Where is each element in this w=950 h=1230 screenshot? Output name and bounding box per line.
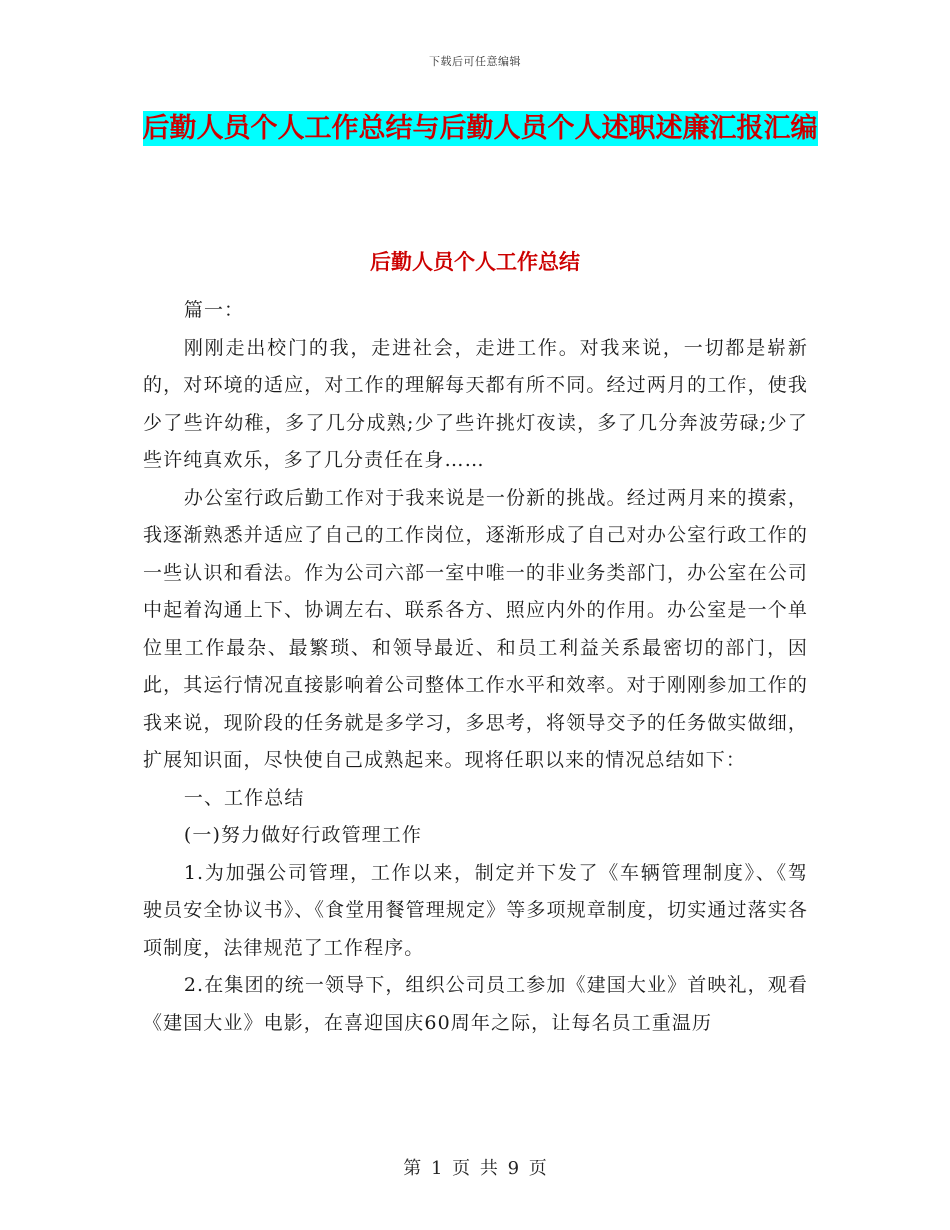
document-title-text: 后勤人员个人工作总结与后勤人员个人述职述廉汇报汇编 (142, 113, 818, 144)
document-body (143, 292, 808, 1042)
paragraph: 篇一： (183, 299, 245, 321)
paragraph: 刚刚走出校门的我，走进社会，走进工作。对我来说，一切都是崭新的，对环境的适应，对工作的理解每天都有所不同。经过两月的工作，使我少了些许幼稚，多了几分成熟;少了些许挑灯夜读，多了几分奔波劳碌;少了些许纯真欢乐，多了几分责任在身…… (143, 336, 808, 471)
header-note: 下载后可任意编辑 (429, 55, 521, 68)
paragraph: 1.为加强公司管理，工作以来，制定并下发了《车辆管理制度》、《驾驶员安全协议书》、《食堂用餐管理规定》等多项规章制度，切实通过落实各项制度，法律规范了工作程序。 (143, 861, 808, 959)
paragraph: (一)努力做好行政管理工作 (183, 824, 422, 846)
paragraph: 办公室行政后勤工作对于我来说是一份新的挑战。经过两月来的摸索，我逐渐熟悉并适应了自己的工作岗位，逐渐形成了自己对办公室行政工作的一些认识和看法。作为公司六部一室中唯一的非业务类部门，办公室在公司中起着沟通上下、协调左右、联系各方、照应内外的作用。办公室是一个单位里工作最杂、最繁琐、和领导最近、和员工利益关系最密切的部门，因此，其运行情况直接影响着公司整体工作水平和效率。对于刚刚参加工作的我来说，现阶段的任务就是多学习，多思考，将领导交予的任务做实做细，扩展知识面，尽快使自己成熟起来。现将任职以来的情况总结如下： (143, 486, 808, 771)
document-title (140, 106, 820, 152)
section-title: 后勤人员个人工作总结 (370, 250, 580, 274)
paragraph: 一、工作总结 (183, 786, 305, 809)
page-footer: 第 1 页 共 9 页 (403, 1158, 547, 1179)
paragraph: 2.在集团的统一领导下，组织公司员工参加《建国大业》首映礼，观看《建国大业》电影，在喜迎国庆60周年之际，让每名员工重温历 (143, 974, 808, 1034)
